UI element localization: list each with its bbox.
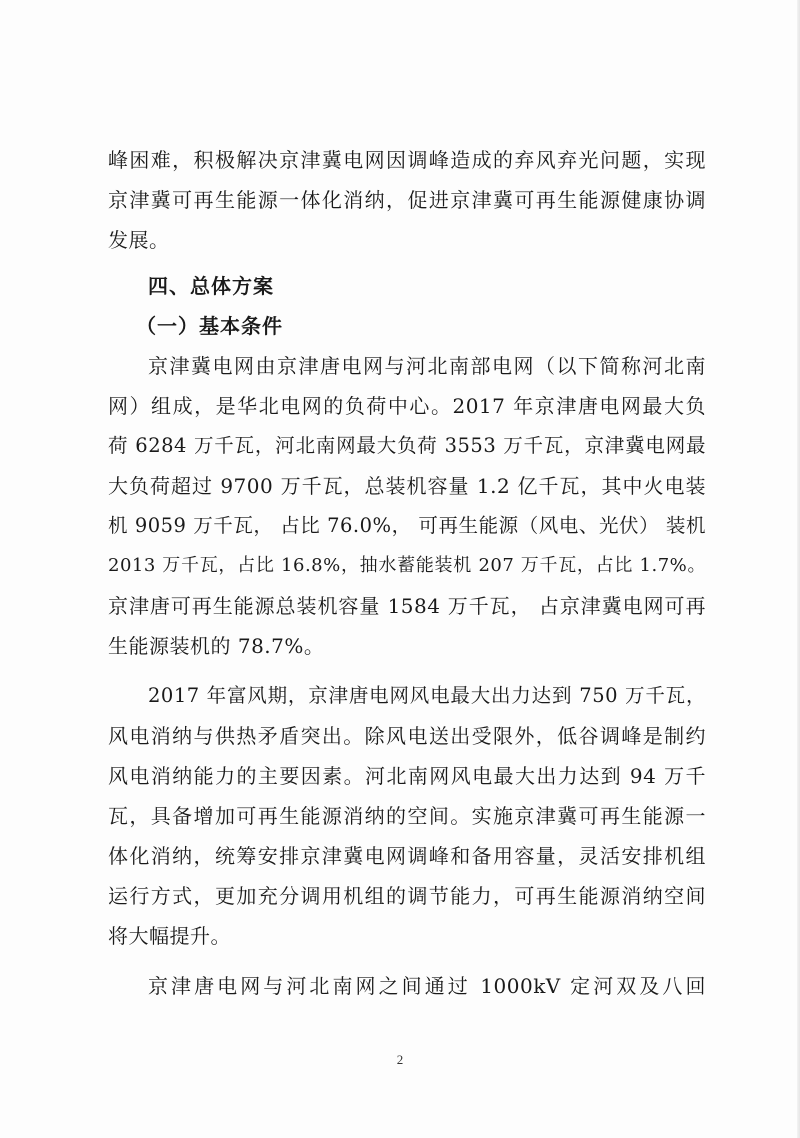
section-heading: 四、总体方案	[148, 274, 274, 298]
paragraph-interconnection	[108, 966, 706, 1006]
text-line: 瓦，具备增加可再生能源消纳的空间。实施京津冀可再生能源一	[108, 804, 706, 828]
text-line: 生能源装机的 78.7%。	[108, 634, 325, 658]
text-line: 体化消纳，统筹安排京津冀电网调峰和备用容量，灵活安排机组	[108, 844, 706, 868]
text-line: 峰困难，积极解决京津冀电网因调峰造成的弃风弃光问题，实现	[108, 148, 706, 172]
paragraph-continuation	[108, 140, 706, 260]
paragraph-gap	[108, 666, 706, 676]
text-line: 运行方式，更加充分调用机组的调节能力，可再生能源消纳空间	[108, 884, 706, 908]
text-line: 大负荷超过 9700 万千瓦，总装机容量 1.2 亿千瓦，其中火电装	[108, 474, 706, 498]
text-line: 发展。	[108, 228, 170, 252]
text-line: 风电消纳能力的主要因素。河北南网风电最大出力达到 94 万千	[108, 764, 706, 788]
paragraph-wind-power	[108, 676, 706, 956]
page-body	[108, 140, 706, 1006]
subsection-heading: （一）基本条件	[136, 314, 283, 338]
text-line: 网）组成，是华北电网的负荷中心。2017 年京津唐电网最大负	[108, 394, 706, 418]
page-number: 2	[396, 1052, 404, 1067]
paragraph-gap	[108, 956, 706, 966]
text-line: 2013 万千瓦，占比 16.8%，抽水蓄能装机 207 万千瓦，占比 1.7%。	[108, 555, 706, 576]
text-line: 风电消纳与供热矛盾突出。除风电送出受限外，低谷调峰是制约	[108, 724, 706, 748]
text-line: 京津唐可再生能源总装机容量 1584 万千瓦， 占京津冀电网可再	[108, 594, 706, 618]
text-line: 京津唐电网与河北南网之间通过 1000kV 定河双及八回	[148, 974, 706, 998]
text-line: 京津冀电网由京津唐电网与河北南部电网（以下简称河北南	[148, 354, 706, 378]
text-line: 机 9059 万千瓦， 占比 76.0%， 可再生能源（风电、光伏） 装机	[108, 514, 706, 537]
text-line: 京津冀可再生能源一体化消纳，促进京津冀可再生能源健康协调	[108, 188, 706, 212]
text-line: 将大幅提升。	[108, 924, 231, 948]
paragraph-basic-conditions	[108, 346, 706, 666]
text-line: 荷 6284 万千瓦，河北南网最大负荷 3553 万千瓦，京津冀电网最	[108, 434, 706, 457]
text-line: 2017 年富风期，京津唐电网风电最大出力达到 750 万千瓦，	[148, 684, 706, 707]
